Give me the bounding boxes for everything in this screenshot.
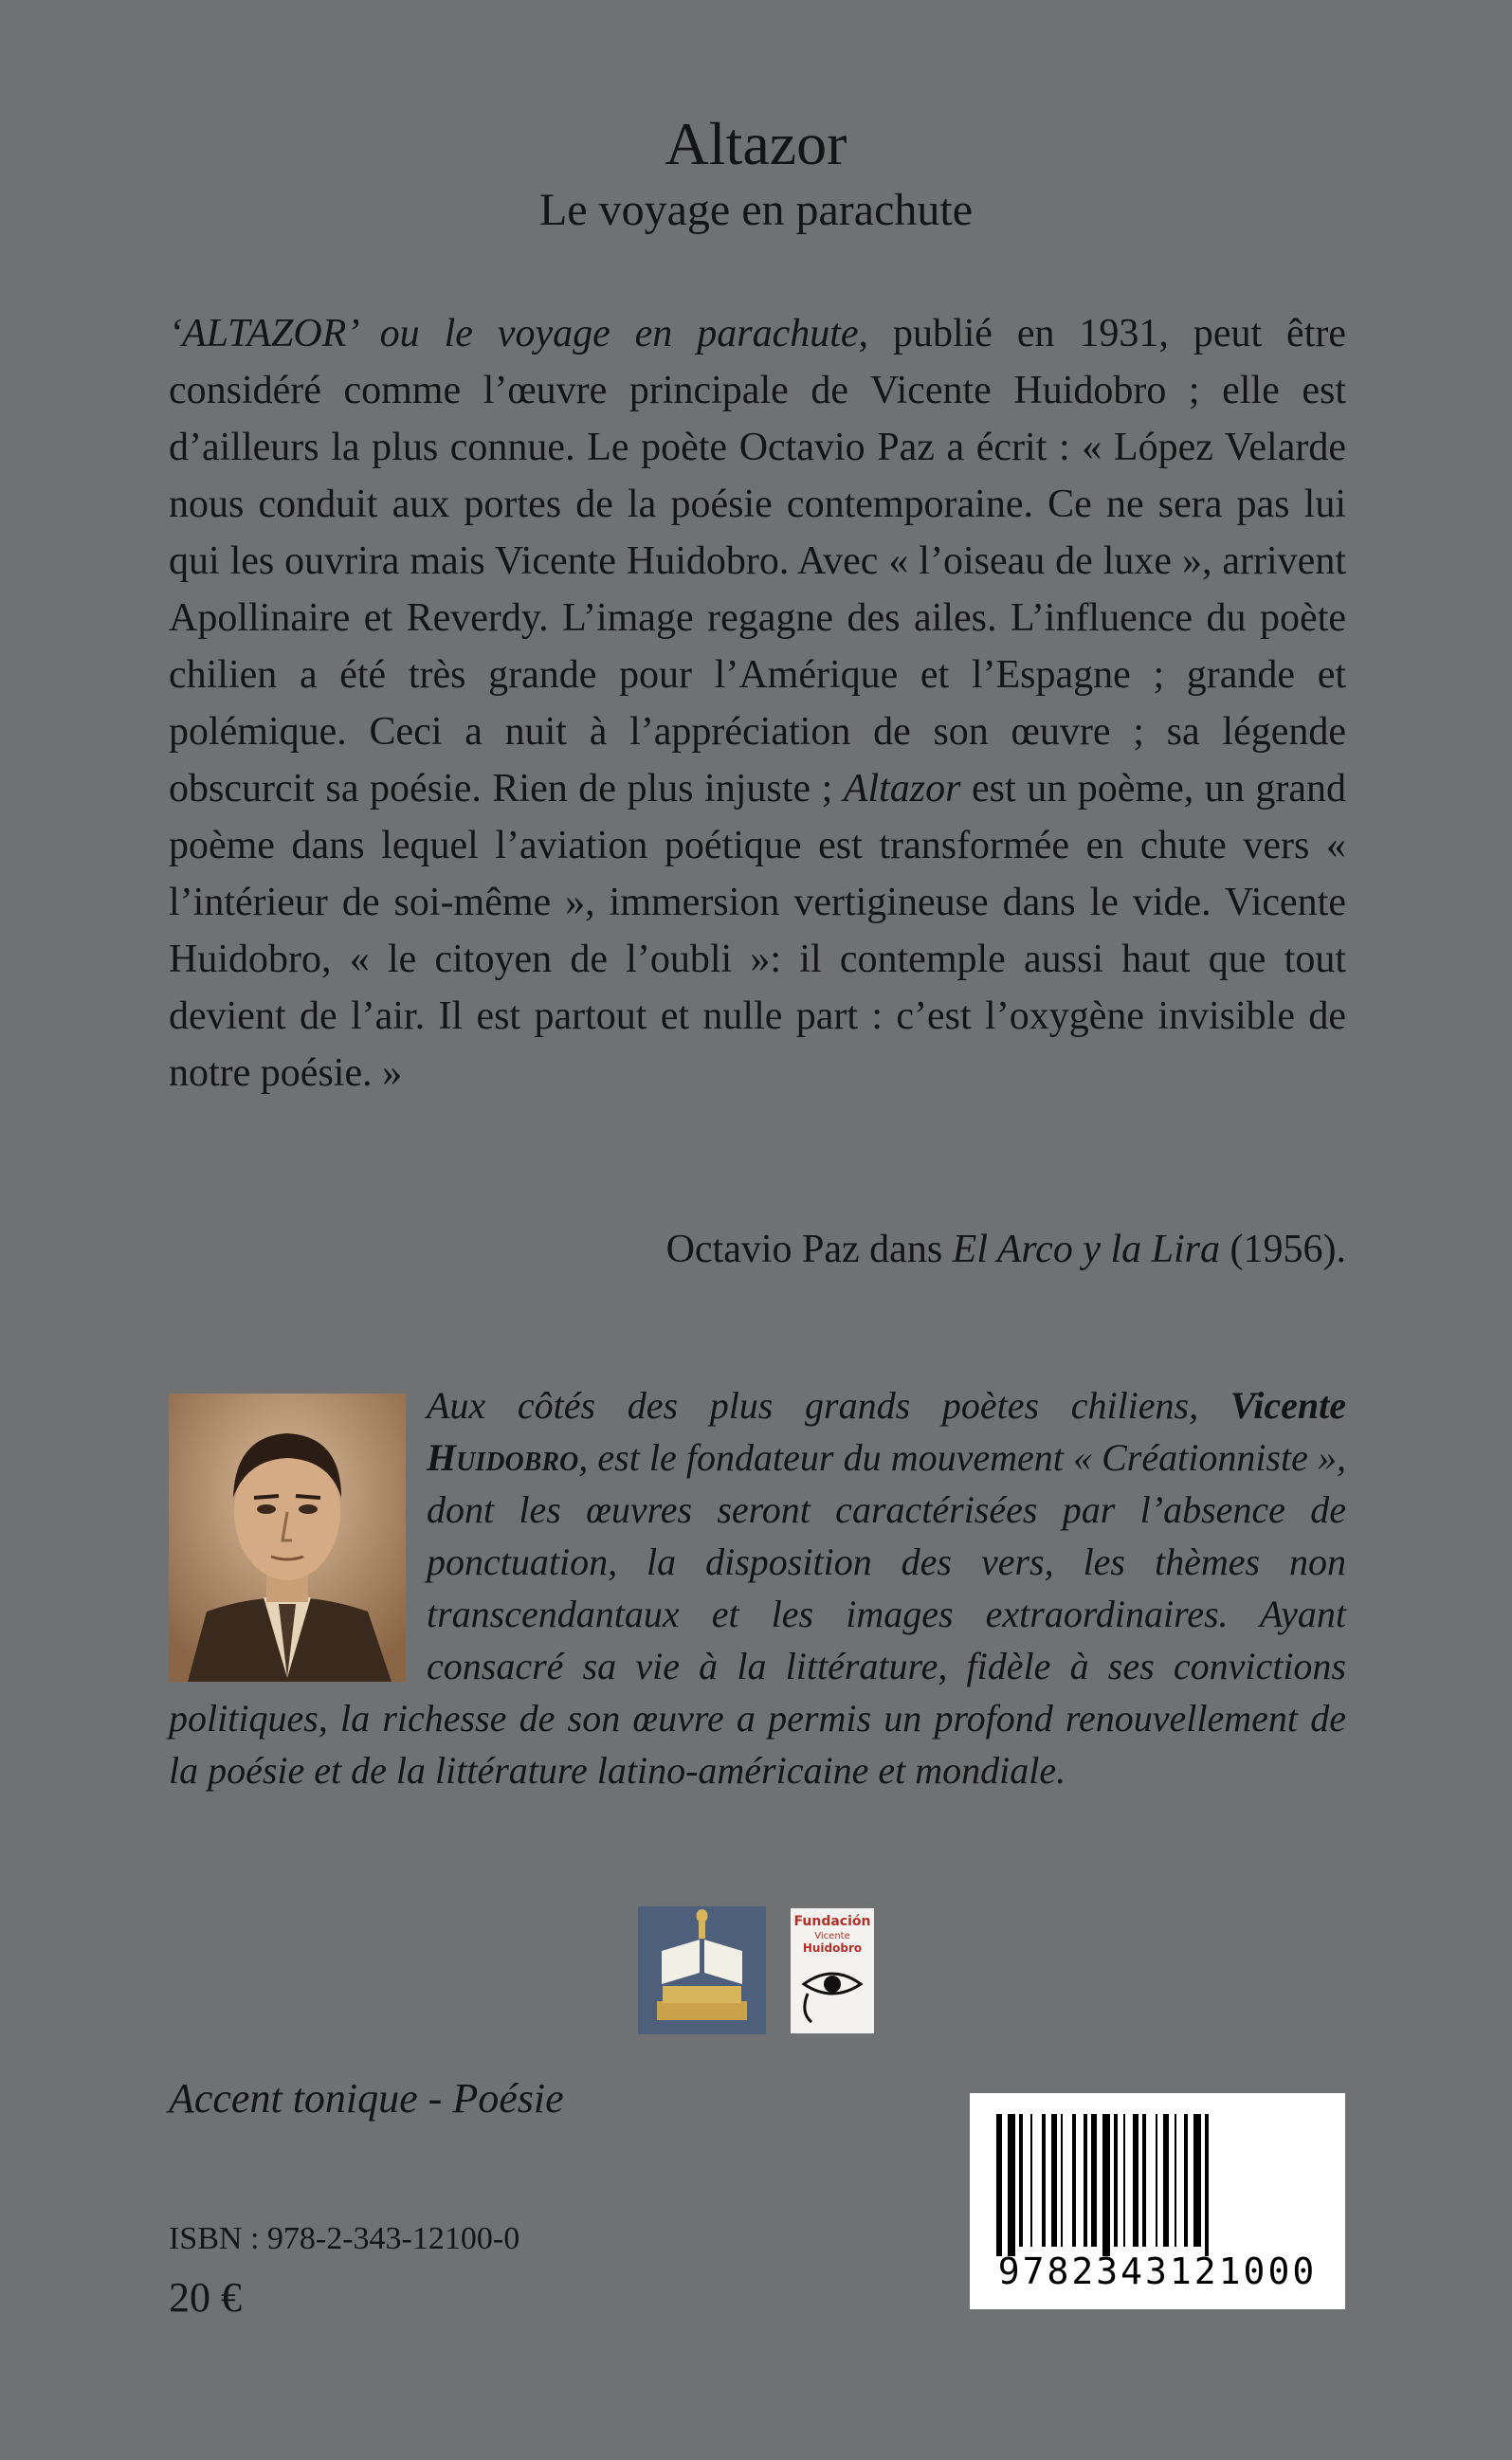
bio-author-last-name: Huidobro: [427, 1436, 579, 1479]
fundacion-label-2: Vicente: [814, 1931, 850, 1941]
book-stack-icon: [638, 1906, 766, 2034]
barcode-bar: [1091, 2114, 1097, 2247]
fundacion-label-3: Huidobro: [802, 1941, 863, 1955]
barcode-bar: [1156, 2114, 1157, 2247]
bio-text-1: Aux côtés des plus grands poètes chiliens,: [427, 1384, 1230, 1427]
author-bio: [169, 1379, 1346, 1796]
barcode-bar: [1084, 2114, 1087, 2247]
barcode-bar: [1142, 2114, 1146, 2247]
barcode-bar: [1051, 2114, 1057, 2247]
price: 20 €: [169, 2274, 242, 2321]
book-title: Altazor: [665, 110, 847, 177]
attribution-prefix: Octavio Paz dans: [665, 1228, 953, 1271]
isbn: ISBN : 978-2-343-12100-0: [169, 2221, 520, 2256]
barcode-bar: [1163, 2114, 1169, 2247]
attribution-suffix: (1956).: [1220, 1228, 1346, 1271]
barcode-bar: [996, 2114, 1002, 2256]
barcode-bar: [1042, 2114, 1046, 2247]
barcode-bar: [1133, 2114, 1139, 2247]
barcode-bar: [1061, 2114, 1063, 2247]
barcode-digits: 9782343121000: [997, 2250, 1318, 2292]
barcode-bar: [1030, 2114, 1032, 2247]
attribution-work: El Arco y la Lira: [952, 1228, 1221, 1271]
barcode-bar: [1114, 2114, 1118, 2247]
blurb-lead: ‘ALTAZOR’ ou le voyage en parachute: [169, 312, 859, 355]
barcode-bar: [1205, 2114, 1209, 2256]
fundacion-eye-icon: [791, 1908, 874, 2033]
barcode-bar: [1072, 2114, 1076, 2247]
bio-author-first-name: Vicente: [1230, 1384, 1346, 1427]
barcode-bar: [1193, 2114, 1201, 2247]
fundacion-label-1: Fundación: [793, 1914, 871, 1929]
publisher-logo: [638, 1906, 766, 2034]
collection-name: Accent tonique - Poésie: [169, 2075, 564, 2122]
blurb-altazor: Altazor: [843, 767, 961, 811]
barcode-bar: [1123, 2114, 1125, 2247]
barcode-bar: [1019, 2114, 1023, 2247]
barcode-bar: [1184, 2114, 1188, 2247]
back-cover-blurb: [169, 305, 1346, 1102]
book-subtitle: Le voyage en parachute: [538, 185, 974, 235]
fundacion-huidobro-logo: [791, 1908, 874, 2033]
barcode-bar: [1102, 2114, 1110, 2256]
barcode-bar: [1008, 2114, 1015, 2256]
bio-text-2: , est le fondateur du mouvement « Créationniste », dont les œuvres seront caractérisées par l’absence de ponctuation, la disposition des vers, les thèmes non transcendantaux et les images extraordinaires. Ayant consacré sa vie à la littérature, fidèle à ses convictions politiques, la richesse de son œuvre a permis un profond renouvellement de la poésie et de la littérature latino-américaine et mondiale.: [169, 1436, 1346, 1792]
quote-attribution: [169, 1221, 1346, 1278]
blurb-text-1: , publié en 1931, peut être considéré comme l’œuvre principale de Vicente Huidobro ; elle est d’ailleurs la plus connue. Le poète Octavio Paz a écrit : « López Velarde nous conduit aux portes de la poésie contemporaine. Ce ne sera pas lui qui les ouvrira mais Vicente Huidobro. Avec « l’oiseau de luxe », arrivent Apollinaire et Reverdy. L’image regagne des ailes. L’influence du poète chilien a été très grande pour l’Amérique et l’Espagne ; grande et polémique. Ceci a nuit à l’appréciation de son œuvre ; sa légende obscurcit sa poésie. Rien de plus injuste ;: [169, 312, 1346, 811]
blurb-text-2: est un poème, un grand poème dans lequel l’aviation poétique est transformée en chute vers « l’intérieur de soi-même », immersion vertigineuse dans le vide. Vicente Huidobro, « le citoyen de l’oubli »: il contemple aussi haut que tout devient de l’air. Il est partout et nulle part : c’est l’oxygène invisible de notre poésie. »: [169, 767, 1346, 1095]
barcode-bar: [1175, 2114, 1176, 2247]
